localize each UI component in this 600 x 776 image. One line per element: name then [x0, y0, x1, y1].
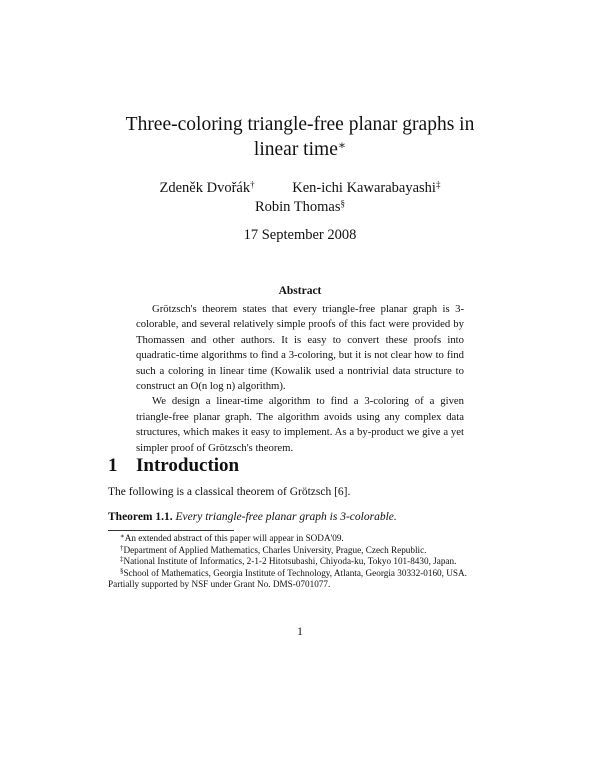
title-footnote-mark: ∗ [337, 137, 347, 152]
section-title: Introduction [136, 455, 240, 476]
footnote-text: An extended abstract of this paper will appear in SODA'09. [124, 533, 344, 543]
author-3 [255, 199, 345, 215]
theorem-label: Theorem 1.1. [108, 511, 173, 523]
abstract-paragraph-2: We design a linear-time algorithm to find a 3-coloring of a given triangle-free planar graph. The algorithm avoids using any complex data structures, which makes it easy to implement. As a by-product we give a yet simpler proof of Grötzsch's theorem. [136, 395, 464, 454]
section-heading [108, 455, 239, 477]
footnote [108, 568, 492, 591]
footnote-mark: § [120, 567, 124, 575]
footnote-text: National Institute of Informatics, 2-1-2 Hitotsubashi, Chiyoda-ku, Tokyo 101-8430, Japan. [123, 556, 457, 567]
author-line-1 [100, 179, 500, 198]
intro-paragraph: The following is a classical theorem of Grötzsch [6]. [108, 486, 351, 498]
footnote-text: Department of Applied Mathematics, Charles University, Prague, Czech Republic. [123, 544, 427, 555]
author-2 [292, 180, 440, 196]
footnote [108, 545, 492, 557]
footnote-mark: † [120, 544, 124, 552]
footnote-rule [108, 530, 234, 531]
title-line-2-text: linear time [253, 139, 338, 160]
author-list [100, 179, 500, 217]
section-number: 1 [108, 455, 118, 476]
title-line-2 [100, 137, 500, 162]
author-2-mark: ‡ [435, 179, 441, 190]
author-3-name: Robin Thomas [254, 199, 341, 215]
author-1-name: Zdeněk Dvořák [159, 180, 251, 196]
abstract-body [136, 302, 464, 456]
paper-date: 17 September 2008 [243, 227, 357, 243]
footnote [108, 556, 492, 568]
page-number: 1 [297, 626, 303, 638]
theorem [108, 511, 492, 523]
paper-title [100, 112, 500, 162]
footnote [108, 533, 492, 545]
title-line-1: Three-coloring triangle-free planar graphs in [125, 114, 475, 135]
abstract-heading: Abstract [278, 285, 322, 297]
author-line-2 [100, 198, 500, 217]
author-1-mark: † [250, 179, 255, 190]
footnote-mark: ∗ [120, 532, 125, 540]
author-2-name: Ken-ichi Kawarabayashi [292, 180, 436, 196]
abstract-paragraph-1: Grötzsch's theorem states that every triangle-free planar graph is 3-colorable, and several relatively simple proofs of this fact were provided by Thomassen and other authors. It is easy to convert these proofs into quadratic-time algorithms to find a 3-coloring, but it is not clear how to find such a coloring in linear time (Kowalik used a nontrivial data structure to construct an O(n log n) algorithm). [136, 303, 464, 393]
author-1 [160, 180, 255, 196]
footnote-text: School of Mathematics, Georgia Institute of Technology, Atlanta, Georgia 30332-0160, USA. Partially supported by NSF under Grant No. DMS-0701077. [108, 567, 467, 590]
footnotes [108, 533, 492, 591]
footnote-mark: ‡ [120, 556, 124, 564]
theorem-statement: Every triangle-free planar graph is 3-colorable. [175, 511, 397, 523]
author-3-mark: § [340, 198, 346, 209]
